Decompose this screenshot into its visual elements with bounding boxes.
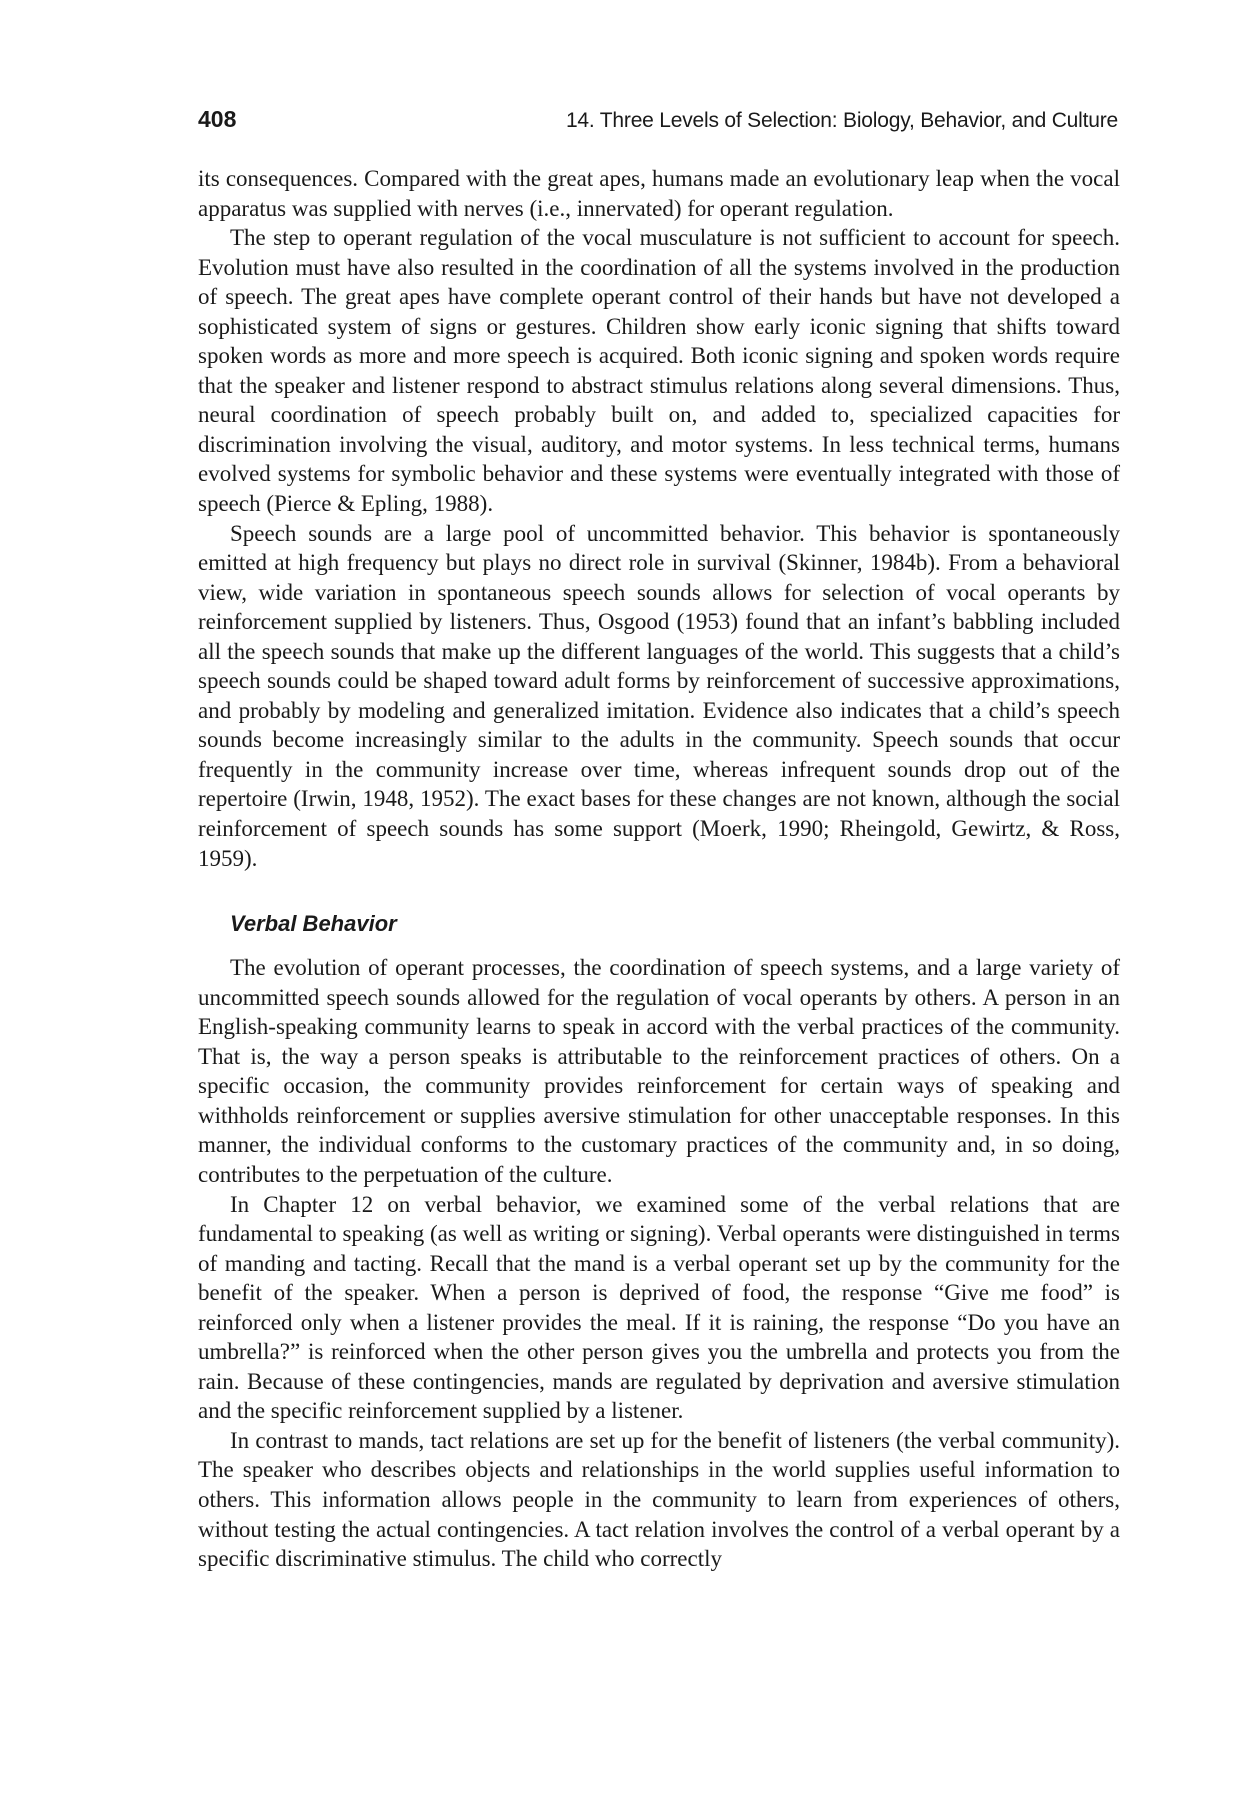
section-heading: Verbal Behavior bbox=[230, 911, 397, 937]
paragraph-vocal-coordination: The step to operant regulation of the vocal musculature is not sufficient to account for speech. Evolution must have also resulted in the coordination of all the systems involved in the production of speech. The great apes have complete operant control of their hands but have not developed a sophisticated system of signs or gestures. Children show early iconic signing that shifts toward spoken words as more and more speech is acquired. Both iconic signing and spoken words require that the speaker and listener respond to abstract stimulus relations along several dimensions. Thus, neural coordination of speech probably built on, and added to, specialized capacities for discrimination involving the visual, auditory, and motor systems. In less technical terms, humans evolved systems for symbolic behavior and these systems were eventually integrated with those of speech (Pierce & Epling, 1988). bbox=[198, 225, 1120, 517]
page-number: 408 bbox=[198, 106, 237, 132]
running-head: 14. Three Levels of Selection: Biology, Behavior, and Culture bbox=[565, 109, 1118, 132]
paragraph-tacting: In contrast to mands, tact relations are set up for the benefit of listeners (the verbal community). The speaker who describes objects and relationships in the world supplies useful information to others. This information allows people in the community to learn from experiences of others, without testing the actual contingencies. A tact relation involves the control of a verbal operant by a specific discriminative stimulus. The child who correctly bbox=[198, 1427, 1120, 1572]
paragraph-speech-sounds: Speech sounds are a large pool of uncommitted behavior. This behavior is spontaneously emitted at high frequency but plays no direct role in survival (Skinner, 1984b). From a behavioral view, wide variation in spontaneous speech sounds allows for selection of vocal operants by reinforcement supplied by listeners. Thus, Osgood (1953) found that an infant’s babbling included all the speech sounds that make up the different languages of the world. This suggests that a child’s speech sounds could be shaped toward adult forms by reinforcement of successive approximations, and probably by modeling and generalized imitation. Evidence also indicates that a child’s speech sounds become increasingly similar to the adults in the community. Speech sounds that occur frequently in the community increase over time, whereas infrequent sounds drop out of the repertoire (Irwin, 1948, 1952). The exact bases for these changes are not known, although the social reinforcement of speech sounds has some support (Moerk, 1990; Rheingold, Gewirtz, & Ross, 1959). bbox=[198, 520, 1120, 871]
paragraph-verbal-evolution: The evolution of operant processes, the coordination of speech systems, and a large variety of uncommitted speech sounds allowed for the regulation of vocal operants by others. A person in an English-speaking community learns to speak in accord with the verbal practices of the community. That is, the way a person speaks is attributable to the reinforcement practices of others. On a specific occasion, the community provides reinforcement for certain ways of speaking and withholds reinforcement or supplies aversive stimulation for other unacceptable responses. In this manner, the individual conforms to the customary practices of the community and, in so doing, contributes to the perpetuation of the culture. bbox=[198, 955, 1120, 1187]
page-header bbox=[198, 106, 1118, 136]
paragraph-continued: its consequences. Compared with the great apes, humans made an evolutionary leap when the vocal apparatus was supplied with nerves (i.e., innervated) for operant regulation. bbox=[198, 166, 1120, 221]
body-text bbox=[198, 164, 1120, 1574]
paragraph-manding: In Chapter 12 on verbal behavior, we examined some of the verbal relations that are fundamental to speaking (as well as writing or signing). Verbal operants were distinguished in terms of manding and tacting. Recall that the mand is a verbal operant set up by the community for the benefit of the speaker. When a person is deprived of food, the response “Give me food” is reinforced only when a listener provides the meal. If it is raining, the response “Do you have an umbrella?” is reinforced when the other person gives you the umbrella and protects you from the rain. Because of these contingencies, mands are regulated by deprivation and aversive stimulation and the specific reinforcement supplied by a listener. bbox=[198, 1191, 1120, 1424]
